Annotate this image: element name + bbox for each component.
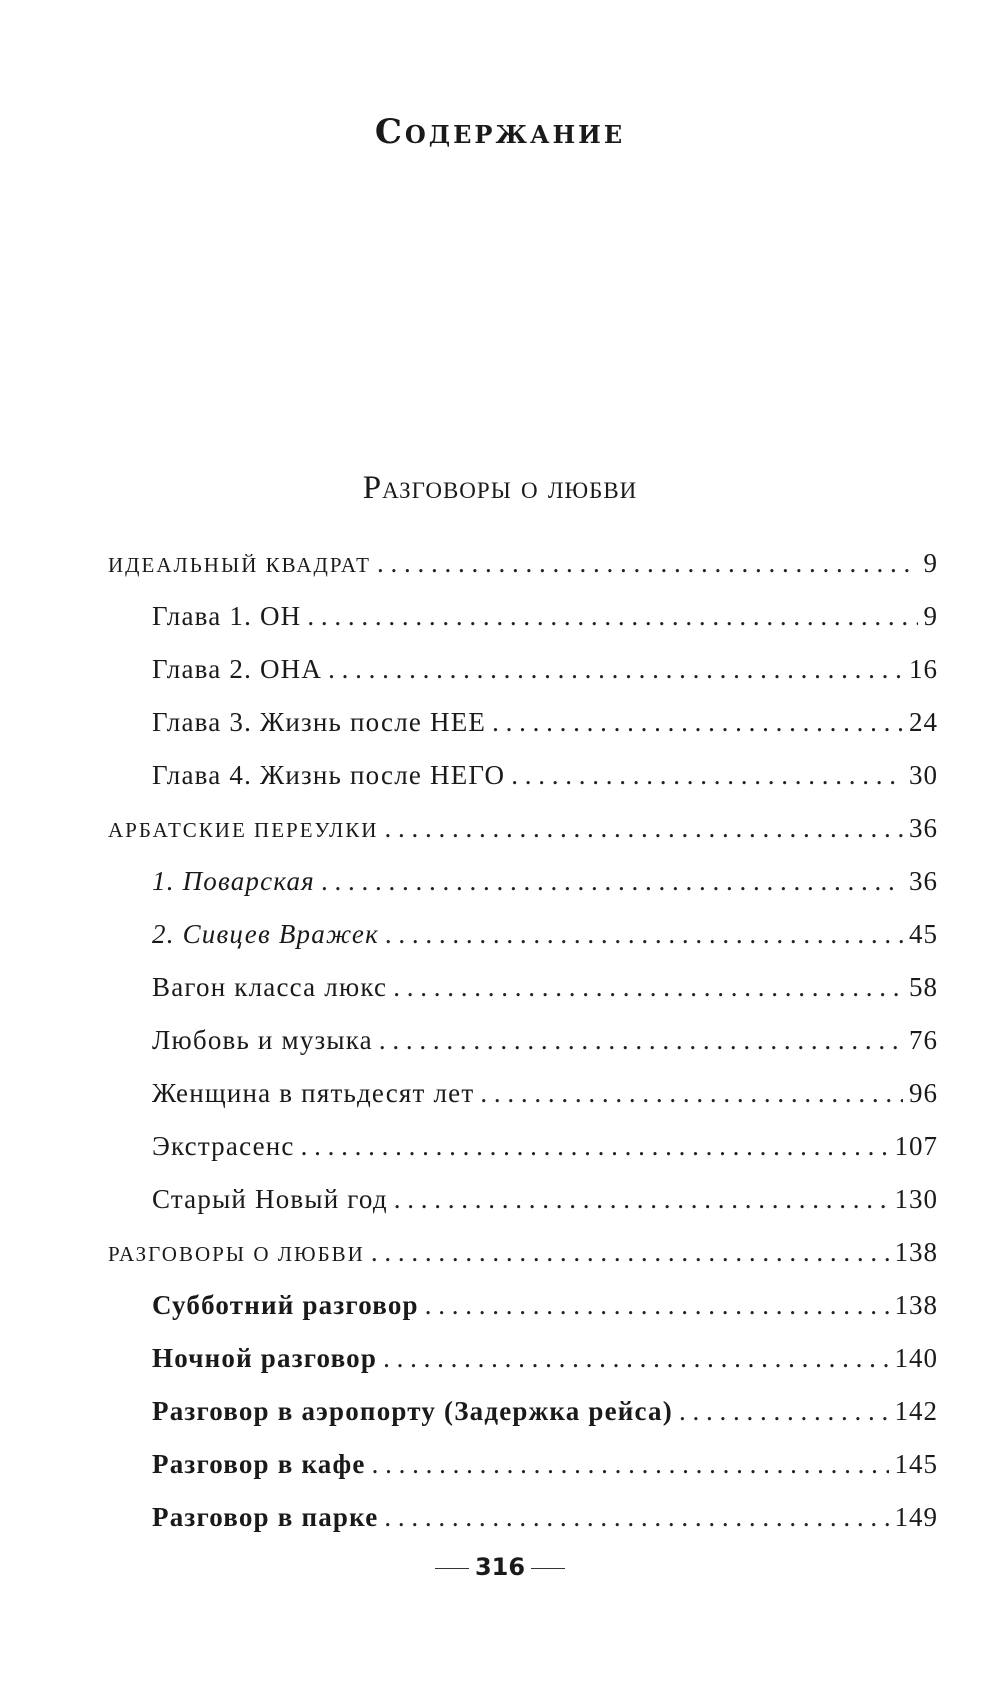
toc-entry <box>108 972 938 1025</box>
toc-entry-label: Глава 3. Жизнь после НЕЕ <box>152 707 487 737</box>
toc-entry-label: ИДЕАЛЬНЫЙ КВАДРАТ <box>108 553 372 577</box>
toc-entry-page: 130 <box>894 1184 938 1214</box>
toc-entry-label: РАЗГОВОРЫ О ЛЮБВИ <box>108 1242 365 1266</box>
page-number-text: 316 <box>474 1553 526 1581</box>
toc-leader-dots <box>371 1237 889 1268</box>
toc-entry-page: 58 <box>909 972 938 1002</box>
toc-entry-page: 45 <box>909 919 938 949</box>
toc-entry-label: Разговор в парке <box>152 1502 379 1532</box>
toc-entry <box>108 1343 938 1396</box>
toc-leader-dots <box>377 548 917 579</box>
table-of-contents <box>108 548 938 1555</box>
toc-leader-dots <box>307 601 917 632</box>
toc-leader-dots <box>679 1396 889 1427</box>
toc-entry <box>108 1502 938 1555</box>
toc-entry-label: Глава 2. ОНА <box>152 654 323 684</box>
toc-entry-label: Разговор в кафе <box>152 1449 366 1479</box>
toc-entry <box>108 1184 938 1237</box>
section-title: Разговоры о любви <box>362 470 638 506</box>
toc-entry-label: Ночной разговор <box>152 1343 378 1373</box>
toc-entry-label: Субботний разговор <box>152 1290 419 1320</box>
toc-entry-label: Любовь и музыка <box>152 1025 373 1055</box>
toc-entry-page: 145 <box>894 1449 938 1479</box>
toc-entry-page: 36 <box>909 813 938 843</box>
toc-entry <box>108 866 938 919</box>
toc-leader-dots <box>301 1131 889 1162</box>
toc-entry-label: АРБАТСКИЕ ПЕРЕУЛКИ <box>108 818 379 842</box>
toc-entry-page: 149 <box>894 1502 938 1532</box>
toc-entry-page: 30 <box>909 760 938 790</box>
toc-leader-dots <box>379 1025 903 1056</box>
toc-entry <box>108 1237 938 1290</box>
toc-leader-dots <box>394 1184 889 1215</box>
toc-leader-dots <box>372 1449 889 1480</box>
toc-leader-dots <box>384 1502 888 1533</box>
toc-leader-dots <box>321 866 903 897</box>
page-number <box>0 1553 1000 1581</box>
toc-entry-page: 138 <box>894 1237 938 1267</box>
toc-entry-page: 142 <box>894 1396 938 1426</box>
toc-entry-label: Глава 4. Жизнь после НЕГО <box>152 760 506 790</box>
page-title: Содержание <box>374 112 626 152</box>
toc-entry-label: 1. Поварская <box>152 866 315 896</box>
toc-entry <box>108 601 938 654</box>
toc-entry <box>108 1131 938 1184</box>
folio-rule-right <box>531 1568 565 1569</box>
toc-entry <box>108 1290 938 1343</box>
toc-entry-page: 138 <box>894 1290 938 1320</box>
toc-entry-label: Экстрасенс <box>152 1131 295 1161</box>
toc-leader-dots <box>385 919 903 950</box>
toc-leader-dots <box>384 813 903 844</box>
toc-entry-page: 107 <box>894 1131 938 1161</box>
toc-entry-label: Вагон класса люкс <box>152 972 388 1002</box>
toc-entry <box>108 548 938 601</box>
toc-leader-dots <box>492 707 903 738</box>
toc-entry-page: 96 <box>909 1078 938 1108</box>
folio-rule-left <box>435 1568 469 1569</box>
toc-entry-label: 2. Сивцев Вражек <box>152 919 379 949</box>
toc-leader-dots <box>511 760 903 791</box>
toc-leader-dots <box>383 1343 888 1374</box>
toc-entry-page: 9 <box>923 601 938 631</box>
toc-leader-dots <box>480 1078 903 1109</box>
toc-entry <box>108 1449 938 1502</box>
toc-leader-dots <box>425 1290 889 1321</box>
toc-entry-label: Старый Новый год <box>152 1184 388 1214</box>
toc-entry-page: 76 <box>909 1025 938 1055</box>
toc-entry <box>108 707 938 760</box>
toc-entry-page: 24 <box>909 707 938 737</box>
toc-entry-page: 16 <box>909 654 938 684</box>
toc-entry-page: 140 <box>894 1343 938 1373</box>
toc-entry-page: 9 <box>923 548 938 578</box>
toc-entry <box>108 760 938 813</box>
toc-entry <box>108 813 938 866</box>
toc-entry <box>108 654 938 707</box>
toc-leader-dots <box>393 972 903 1003</box>
toc-entry-page: 36 <box>909 866 938 896</box>
toc-entry <box>108 919 938 972</box>
toc-entry-label: Разговор в аэропорту (Задержка рейса) <box>152 1396 673 1426</box>
toc-entry <box>108 1396 938 1449</box>
toc-entry-label: Женщина в пятьдесят лет <box>152 1078 475 1108</box>
toc-leader-dots <box>328 654 903 685</box>
toc-entry-label: Глава 1. ОН <box>152 601 302 631</box>
toc-entry <box>108 1025 938 1078</box>
toc-entry <box>108 1078 938 1131</box>
